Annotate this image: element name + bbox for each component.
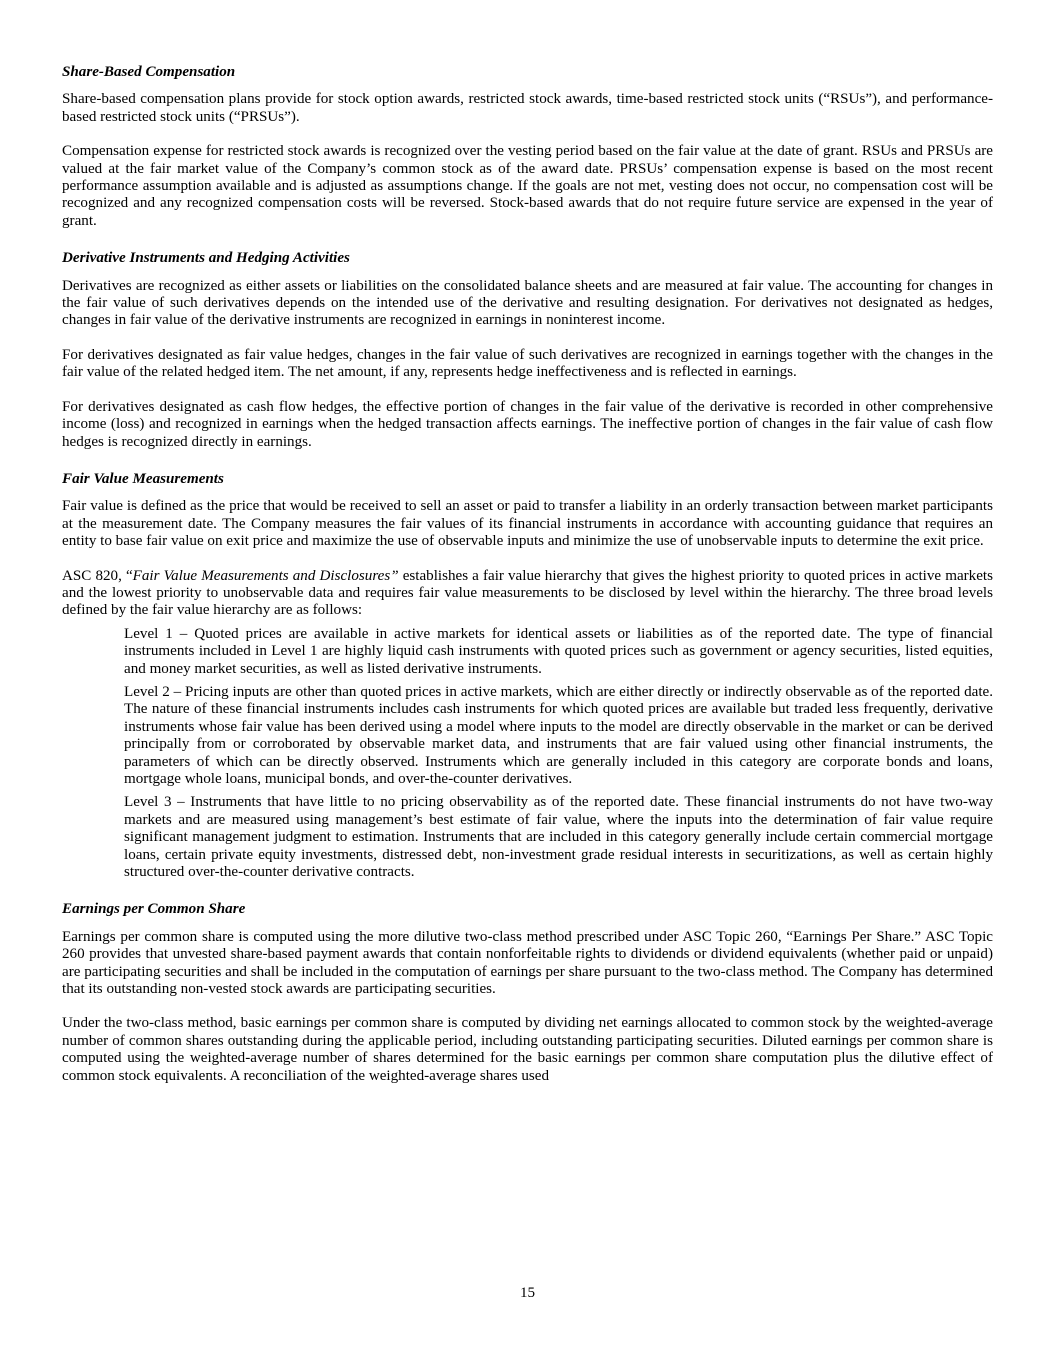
asc-820-paragraph <box>62 568 993 620</box>
level-3-item: Level 3 – Instruments that have little to no pricing observability as of the reported date. These financial instruments do not have two-way markets and are measured using management’s best estimate of fair value, where the inputs into the determination of fair value require significant management judgment to estimation. Instruments that are included in this category generally include certain commercial mortgage loans, certain private equity investments, distressed debt, non-investment grade residual interests in securitizations, as well as certain highly structured over-the-counter derivative contracts. <box>124 794 993 881</box>
asc-title: Fair Value Measurements and Disclosures” <box>132 567 399 584</box>
paragraph: Earnings per common share is computed using the more dilutive two-class method prescribed under ASC Topic 260, “Earnings Per Share.” ASC Topic 260 provides that unvested share-based payment awards that contain nonforfeitable rights to dividends or dividend equivalents (whether paid or unpaid) are participating securities and shall be included in the computation of earnings per share pursuant to the two-class method. The Company has determined that its outstanding non-vested stock awards are participating securities. <box>62 928 993 998</box>
asc-intro: ASC 820, “ <box>62 567 133 584</box>
level-1-item: Level 1 – Quoted prices are available in active markets for identical assets or liabilities as of the reported date. The type of financial instruments included in Level 1 are highly liquid cash instruments with quoted prices such as government or agency securities, listed equities, and money market securities, as well as listed derivative instruments. <box>124 625 993 677</box>
section-heading: Derivative Instruments and Hedging Activities <box>62 250 350 267</box>
section-fair-value-measurements <box>62 471 993 882</box>
section-share-based-compensation <box>62 64 993 230</box>
document-page <box>62 64 993 1105</box>
page-number: 15 <box>519 1285 536 1301</box>
paragraph: Compensation expense for restricted stock awards is recognized over the vesting period based on the fair value at the date of grant. RSUs and PRSUs are valued at the fair market value of the Company’s common stock as of the award date. PRSUs’ compensation expense is based on the most recent performance assumption available and is adjusted as assumptions change. If the goals are not met, vesting does not occur, no compensation cost will be recognized and any recognized compensation costs will be reversed. Stock-based awards that do not require future service are expensed in the year of grant. <box>62 143 993 229</box>
section-derivative-instruments <box>62 250 993 451</box>
paragraph: Under the two-class method, basic earnings per common share is computed by dividing net earnings allocated to common stock by the weighted-average number of common shares outstanding during the applicable period, including outstanding participating securities. Diluted earnings per common share is computed using the weighted-average number of shares determined for the basic earnings per common share computation plus the dilutive effect of common stock equivalents. A reconciliation of the weighted-average shares used <box>62 1015 993 1084</box>
section-heading: Earnings per Common Share <box>62 901 246 918</box>
paragraph: Fair value is defined as the price that would be received to sell an asset or paid to transfer a liability in an orderly transaction between market participants at the measurement date. The Company measures the fair values of its financial instruments in accordance with accounting guidance that requires an entity to base fair value on exit price and maximize the use of observable inputs and minimize the use of unobservable inputs to determine the exit price. <box>62 498 993 550</box>
paragraph: For derivatives designated as fair value hedges, changes in the fair value of such derivatives are recognized in earnings together with the changes in the fair value of the related hedged item. The net amount, if any, represents hedge ineffectiveness and is reflected in earnings. <box>62 346 993 381</box>
paragraph: Share-based compensation plans provide for stock option awards, restricted stock awards, time-based restricted stock units (“RSUs”), and performance-based restricted stock units (“PRSUs”). <box>62 91 993 125</box>
level-2-item: Level 2 – Pricing inputs are other than quoted prices in active markets, which are either directly or indirectly observable as of the reported date. The nature of these financial instruments includes cash instruments for which quoted prices are available but traded less frequently, derivative instruments whose fair value has been derived using a model where inputs to the model are directly observable in the market or can be derived principally from or corroborated by observable market data, and instruments that are fair valued using other financial instruments, the parameters of which can be directly observed. Instruments which are generally included in this category are corporate bonds and loans, mortgage whole loans, municipal bonds, and over-the-counter derivatives. <box>124 683 993 787</box>
section-earnings-per-share <box>62 901 993 1085</box>
paragraph: For derivatives designated as cash flow hedges, the effective portion of changes in the fair value of the derivative is recorded in other comprehensive income (loss) and recognized in earnings when the hedged transaction affects earnings. The ineffective portion of changes in the fair value of cash flow hedges is recognized directly in earnings. <box>62 398 993 450</box>
paragraph: Derivatives are recognized as either assets or liabilities on the consolidated balance sheets and are measured at fair value. The accounting for changes in the fair value of such derivatives depends on the intended use of the derivative and resulting designation. For derivatives not designated as hedges, changes in fair value of the derivative instruments are recognized in earnings in noninterest income. <box>62 277 993 329</box>
section-heading: Fair Value Measurements <box>62 470 224 487</box>
asc-rest: establishes a fair value hierarchy that gives the highest priority to quoted prices in active markets and the lowest priority to unobservable data and requires fair value measurements to be disclosed by level within the hierarchy. The three broad levels defined by the fair value hierarchy are as follows: <box>62 567 993 619</box>
section-heading: Share-Based Compensation <box>62 64 236 80</box>
